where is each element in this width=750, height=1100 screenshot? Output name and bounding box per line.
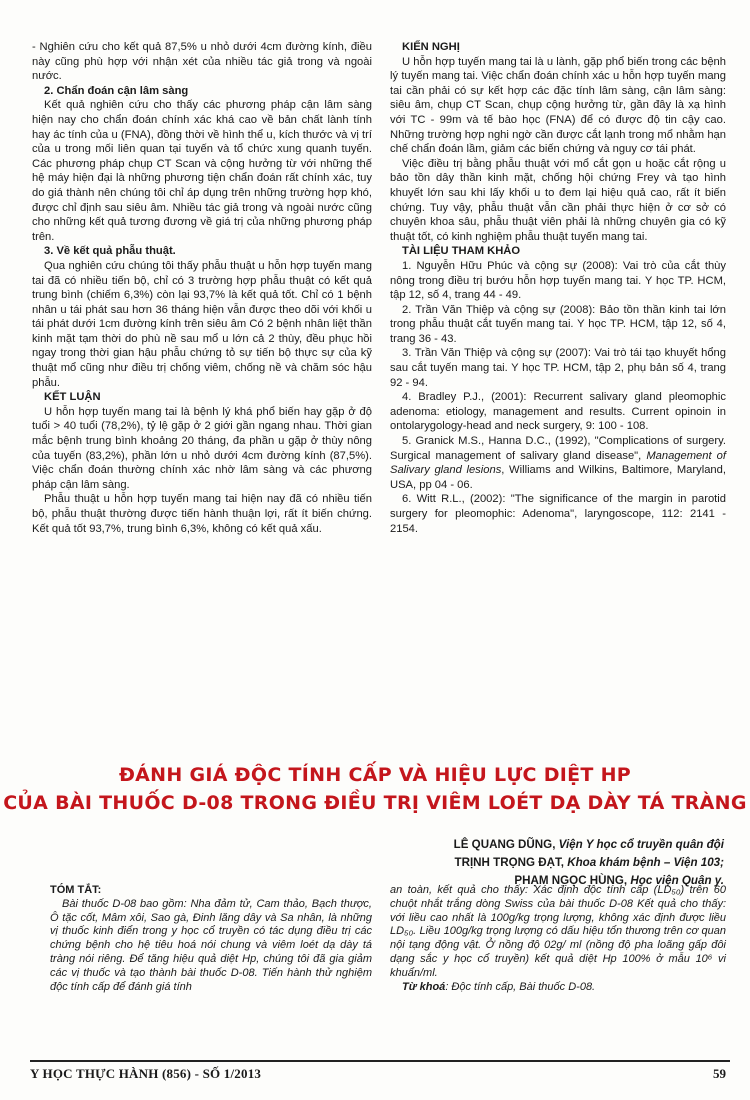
section-heading: 3. Về kết quả phẫu thuật.	[44, 245, 176, 258]
author-name: LÊ QUANG DŨNG,	[453, 838, 559, 851]
journal-name: Y HỌC THỰC HÀNH (856) - SỐ 1/2013	[30, 1066, 262, 1081]
article-title-line-2: CỦA BÀI THUỐC D-08 TRONG ĐIỀU TRỊ VIÊM LOÉT DẠ DÀY TÁ TRÀNG	[3, 792, 747, 814]
section-heading: 2. Chẩn đoán cận lâm sàng	[44, 84, 189, 97]
abstract-text: an toàn, kết quả cho thấy: Xác định độc tính cấp (LD₅₀) trên 60 chuột nhắt trắng dòng Swiss của bài thuốc D-08 Kết quả cho thấy: với liều cao nhất là 100g/kg trọng lượng, không xác định được liều LD₅₀. Liều 100g/kg trọng lượng có dấu hiệu tổn thương trên cơ quan nội tạng động vật. Ở nồng độ 02g/ ml (nồng độ pha loãng gấp đôi dạng sắc y học cổ truyền) kết quả diệt Hp 100% ở mẫu 10⁶ vi khuẩn/ml.	[390, 884, 726, 979]
reference-text: 5. Granick M.S., Hanna D.C., (1992), "Complications of surgery. Surgical management of salivary gland disease",	[390, 435, 726, 462]
reference-item: 1. Nguyễn Hữu Phúc và cộng sự (2008): Vai trò của cắt thùy nông trong điều trị bướu hỗn hợp tuyến mang tai. Y học TP. HCM, tập 12, số 4, trang 44 - 49.	[390, 259, 726, 302]
author-name: TRỊNH TRỌNG ĐẠT,	[454, 856, 568, 869]
paragraph: Phẫu thuật u hỗn hợp tuyến mang tai hiện nay đã có nhiều tiến bộ, phẫu thuật thường được tiến hành thuận lợi, rất ít biến chứng. Kết quả tốt 93,7%, trung bình 6,3%, không có kết quả xấu.	[32, 493, 372, 535]
left-column	[32, 40, 372, 536]
author-list	[324, 836, 724, 890]
abstract-heading: TÓM TẮT:	[50, 884, 102, 896]
author	[324, 836, 724, 854]
reference-item	[390, 434, 726, 492]
paragraph: U hỗn hợp tuyến mang tai là bệnh lý khá phổ biến hay gặp ở độ tuổi > 40 tuổi (78,2%), tỷ lệ gặp ở 2 giới gần ngang nhau. Thời gian mắc bệnh trung bình khoảng 20 tháng, đa phần u gặp ở thùy nông của tuyến (83,2%), phần lớn u nhỏ dưới 4cm đường kính (87,5%). Việc chẩn đoán thường chính xác nhờ lâm sàng và các phương pháp cận lâm sàng.	[32, 405, 372, 491]
paragraph: - Nghiên cứu cho kết quả 87,5% u nhỏ dưới 4cm đường kính, điều này cũng phù hợp với nhận xét của nhiều tác giả trong và ngoài nước.	[32, 41, 372, 83]
reference-item: 6. Witt R.L., (2002): "The significance of the margin in parotid surgery for pleomophic: Adenoma", laryngoscope, 112: 2141 - 2154.	[390, 493, 726, 535]
author-affiliation: Học viện Quân y.	[630, 874, 724, 887]
paragraph: Qua nghiên cứu chúng tôi thấy phẫu thuật u hỗn hợp tuyến mang tai đã có nhiều tiến bộ, chỉ có 3 trường hợp phẫu thuật có kết quả trung bình (chiếm 6,3%) còn lại 93,7% là kết quả tốt. Chỉ có 1 bệnh nhân u tái phát sau hơn 36 tháng hiện vẫn được theo dõi với khối u tái phát dưới 1cm đường kính trên siêu âm Có 2 bệnh nhân liệt thần kinh mặt tạm thời do phù nề sau mổ u lớn cả 2 thùy, đều phục hồi ngay trong thời gian hậu phẫu chứng tỏ sự tiến bộ thực sự của kỹ thuật mổ cũng như điều trị chống viêm, chống nề và chăm sóc hậu phẫu.	[32, 259, 372, 389]
keywords-label: Từ khoá	[402, 980, 446, 993]
author-name: PHẠM NGỌC HÙNG,	[514, 874, 631, 887]
article-title-line-1: ĐÁNH GIÁ ĐỘC TÍNH CẤP VÀ HIỆU LỰC DIỆT HP	[118, 764, 632, 786]
author-affiliation: Viện Y học cổ truyền quân đội	[558, 838, 724, 851]
footer-divider	[30, 1060, 730, 1062]
right-column	[390, 40, 726, 536]
section-heading: TÀI LIỆU THAM KHẢO	[402, 245, 521, 258]
keywords	[390, 981, 726, 995]
paragraph: Việc điều trị bằng phẫu thuật với mổ cắt gọn u hoặc cắt rộng u bảo tồn dây thần kinh mặt, chống hội chứng Frey và tạo hình khuyết lớn sau khi lấy khối u to đem lại hiệu quả cao, rất ít biến chứng. Tuy vậy, phẫu thuật vẫn cần phải thực hiện ở cơ sở có chuyên khoa sâu, phẫu thuật viên phải là những chuyên gia có kỹ thuật tốt, có kinh nghiệm phẫu thuật tuyến mang tai.	[390, 157, 726, 243]
reference-text: , Williams and Wilkins, Baltimore, Maryland, USA, pp 04 - 06.	[390, 464, 726, 491]
reference-book-title: Management of Salivary gland lesions	[390, 449, 726, 477]
section-heading: KẾT LUẬN	[44, 391, 101, 404]
reference-item: 2. Trần Văn Thiệp và cộng sự (2008): Bảo tồn thần kinh tai lớn trong phẫu thuật cắt tuyến mang tai. Y học TP. HCM, tập 12, số 4, trang 36 - 43.	[390, 303, 726, 345]
reference-item: 4. Bradley P.J., (2001): Recurrent salivary gland pleomophic adenoma: etiology, management and results. Current opinoin in ontolarygology-head and neck surgery, 9: 100 - 108.	[390, 391, 726, 433]
reference-item: 3. Trần Văn Thiệp và cộng sự (2007): Vai trò tái tạo khuyết hổng sau cắt tuyến mang tai. Y học TP. HCM, tập 2, phụ bản số 4, trang 92 - 94.	[390, 347, 726, 389]
paragraph: Kết quả nghiên cứu cho thấy các phương pháp cận lâm sàng hiện nay cho chẩn đoán chính xác khá cao về bản chất lành tính hay ác tính của u (FNA), đồng thời về hình thể u, kích thước và vị trí của u trong mối liên quan tại tuyến và tổ chức xung quanh tuyến. Các phương pháp chụp CT Scan và cộng hưởng từ với những thế hệ máy hiện đại là những phương tiện chẩn đoán rất chính xác, tuy do giá thành nên chúng tôi chỉ áp dụng trên những trường hợp khó, được chỉ định sau siêu âm. Nhiều tác giả trong và ngoài nước cũng cho những kết quả tương đương về giá trị của những phương pháp trên.	[32, 99, 372, 243]
abstract-right	[390, 884, 726, 994]
author-affiliation: Khoa khám bệnh – Viện 103;	[567, 856, 724, 869]
page-number: 59	[713, 1066, 726, 1081]
abstract-text: Bài thuốc D-08 bao gồm: Nha đảm tử, Cam thảo, Bạch thược, Ô tặc cốt, Mâm xôi, Sao gà, Đinh lăng dây và Sa nhân, là những vị thuốc kinh điển trong y học cổ truyền có tác dụng điều trị các chứng bệnh cho hệ tiêu hoá nói chung và viêm loét dạ dày tá tràng nói riêng. Để tăng hiệu quả diệt Hp, chúng tôi đã gia giảm các vị thuốc và tạo thành bài thuốc D-08. Tiến hành thử nghiệm độc tính cấp để đánh giá tính	[50, 897, 372, 993]
paragraph: U hỗn hợp tuyến mang tai là u lành, gặp phổ biến trong các bệnh lý tuyến mang tai. Việc chẩn đoán chính xác u hỗn hợp tuyến mang tai cần phải có sự kết hợp các đặc tính lâm sàng, cận lâm sàng: siêu âm, chụp CT Scan, chụp cộng hưởng từ, gần đây là xạ hình với TC - 99m và tế bào học (FNA) để có được độ tin cậy cao. Những trường hợp nghi ngờ cần được cắt lạnh trong mổ nhằm hạn chế chẩn đoán lầm, giảm các biến chứng và nguy cơ tái phát.	[390, 55, 726, 156]
keywords-text: : Độc tính cấp, Bài thuốc D-08.	[445, 980, 596, 993]
section-heading: KIẾN NGHỊ	[402, 41, 460, 53]
abstract-left	[50, 884, 372, 994]
author	[324, 854, 724, 872]
